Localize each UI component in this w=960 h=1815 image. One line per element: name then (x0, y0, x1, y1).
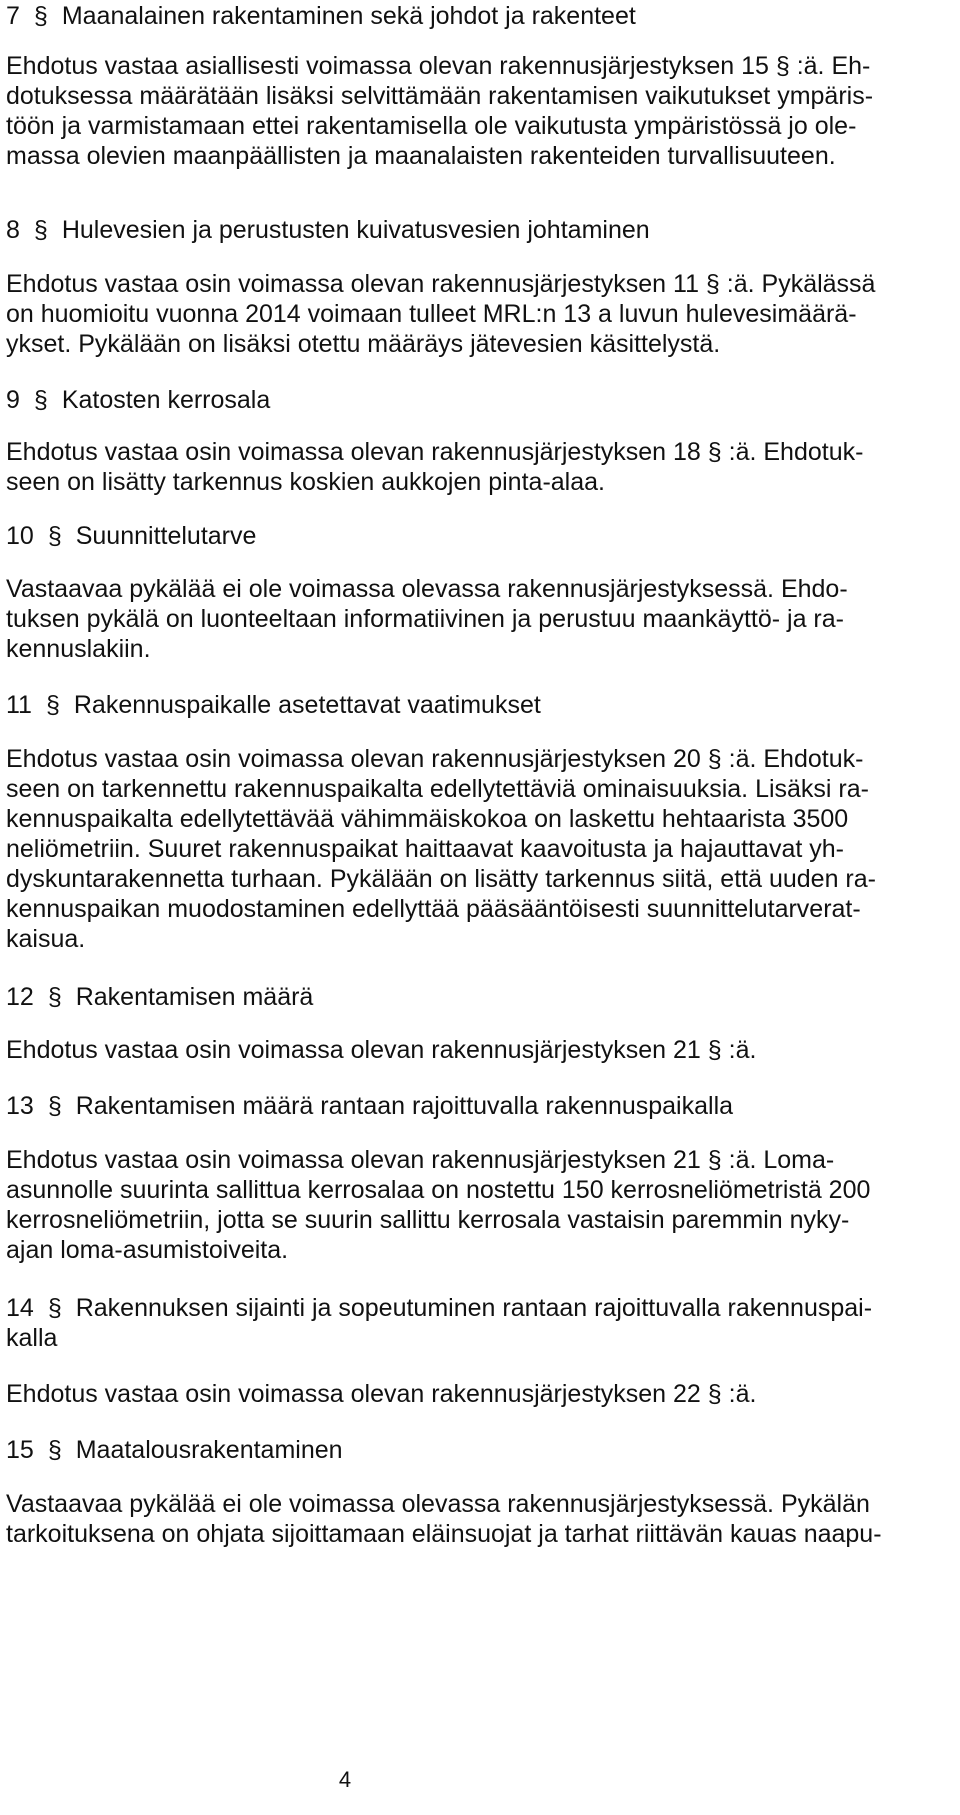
paragraph-line: tarkoituksena on ohjata sijoittamaan eläinsuojat ja tarhat riittävän kauas naapu- (6, 1520, 882, 1548)
paragraph-line: on huomioitu vuonna 2014 voimaan tulleet MRL:n 13 a luvun hulevesimäärä- (6, 300, 857, 328)
paragraph-line: Ehdotus vastaa osin voimassa olevan rakennusjärjestyksen 11 § :ä. Pykälässä (6, 270, 876, 298)
paragraph-line: Ehdotus vastaa osin voimassa olevan rakennusjärjestyksen 21 § :ä. (6, 1036, 757, 1064)
paragraph-line: Ehdotus vastaa osin voimassa olevan rakennusjärjestyksen 22 § :ä. (6, 1380, 757, 1408)
section-heading-14-continued: kalla (6, 1324, 58, 1352)
paragraph-line: kennuspaikan muodostaminen edellyttää pääsääntöisesti suunnittelutarverat- (6, 895, 861, 923)
paragraph-line: asunnolle suurinta sallittua kerrosalaa on nostettu 150 kerrosneliömetristä 200 (6, 1176, 871, 1204)
section-heading-10: 10 § Suunnittelutarve (6, 522, 257, 550)
section-heading-11: 11 § Rakennuspaikalle asetettavat vaatimukset (6, 691, 541, 719)
paragraph-line: Ehdotus vastaa osin voimassa olevan rakennusjärjestyksen 20 § :ä. Ehdotuk- (6, 745, 864, 773)
paragraph-line: dyskuntarakennetta turhaan. Pykälään on lisätty tarkennus siitä, että uuden ra- (6, 865, 876, 893)
paragraph-line: kennuslakiin. (6, 635, 151, 663)
section-heading-14: 14 § Rakennuksen sijainti ja sopeutuminen rantaan rajoittuvalla rakennuspai- (6, 1294, 873, 1322)
paragraph-line: Ehdotus vastaa osin voimassa olevan rakennusjärjestyksen 18 § :ä. Ehdotuk- (6, 438, 864, 466)
section-heading-12: 12 § Rakentamisen määrä (6, 983, 314, 1011)
paragraph-line: Vastaavaa pykälää ei ole voimassa olevassa rakennusjärjestyksessä. Ehdo- (6, 575, 848, 603)
section-heading-8: 8 § Hulevesien ja perustusten kuivatusvesien johtaminen (6, 216, 650, 244)
paragraph-line: seen on tarkennettu rakennuspaikalta edellytettäviä ominaisuuksia. Lisäksi ra- (6, 775, 869, 803)
section-heading-7: 7 § Maanalainen rakentaminen sekä johdot ja rakenteet (6, 2, 636, 30)
paragraph-line: tuksen pykälä on luonteeltaan informatiivinen ja perustuu maankäyttö- ja ra- (6, 605, 844, 633)
paragraph-line: kaisua. (6, 925, 86, 953)
paragraph-line: Ehdotus vastaa osin voimassa olevan rakennusjärjestyksen 21 § :ä. Loma- (6, 1146, 835, 1174)
section-heading-9: 9 § Katosten kerrosala (6, 386, 271, 414)
paragraph-line: dotuksessa määrätään lisäksi selvittämään rakentamisen vaikutukset ympäris- (6, 82, 874, 110)
paragraph-line: töön ja varmistamaan ettei rakentamisella ole vaikutusta ympäristössä jo ole- (6, 112, 857, 140)
paragraph-line: Vastaavaa pykälää ei ole voimassa olevassa rakennusjärjestyksessä. Pykälän (6, 1490, 870, 1518)
paragraph-line: kennuspaikalta edellytettävää vähimmäiskokoa on laskettu hehtaarista 3500 (6, 805, 849, 833)
paragraph-line: Ehdotus vastaa asiallisesti voimassa olevan rakennusjärjestyksen 15 § :ä. Eh- (6, 52, 871, 80)
paragraph-line: massa olevien maanpäällisten ja maanalaisten rakenteiden turvallisuuteen. (6, 142, 836, 170)
paragraph-line: ykset. Pykälään on lisäksi otettu määräys jätevesien käsittelystä. (6, 330, 721, 358)
page-number: 4 (338, 1767, 352, 1792)
paragraph-line: seen on lisätty tarkennus koskien aukkojen pinta-alaa. (6, 468, 605, 496)
page-footer (0, 1766, 960, 1794)
section-heading-15: 15 § Maatalousrakentaminen (6, 1436, 343, 1464)
paragraph-line: ajan loma-asumistoiveita. (6, 1236, 289, 1264)
section-heading-13: 13 § Rakentamisen määrä rantaan rajoittuvalla rakennuspaikalla (6, 1092, 734, 1120)
paragraph-line: kerrosneliömetriin, jotta se suurin sallittu kerrosala vastaisin paremmin nyky- (6, 1206, 850, 1234)
paragraph-line: neliömetriin. Suuret rakennuspaikat haittaavat kaavoitusta ja hajauttavat yh- (6, 835, 844, 863)
